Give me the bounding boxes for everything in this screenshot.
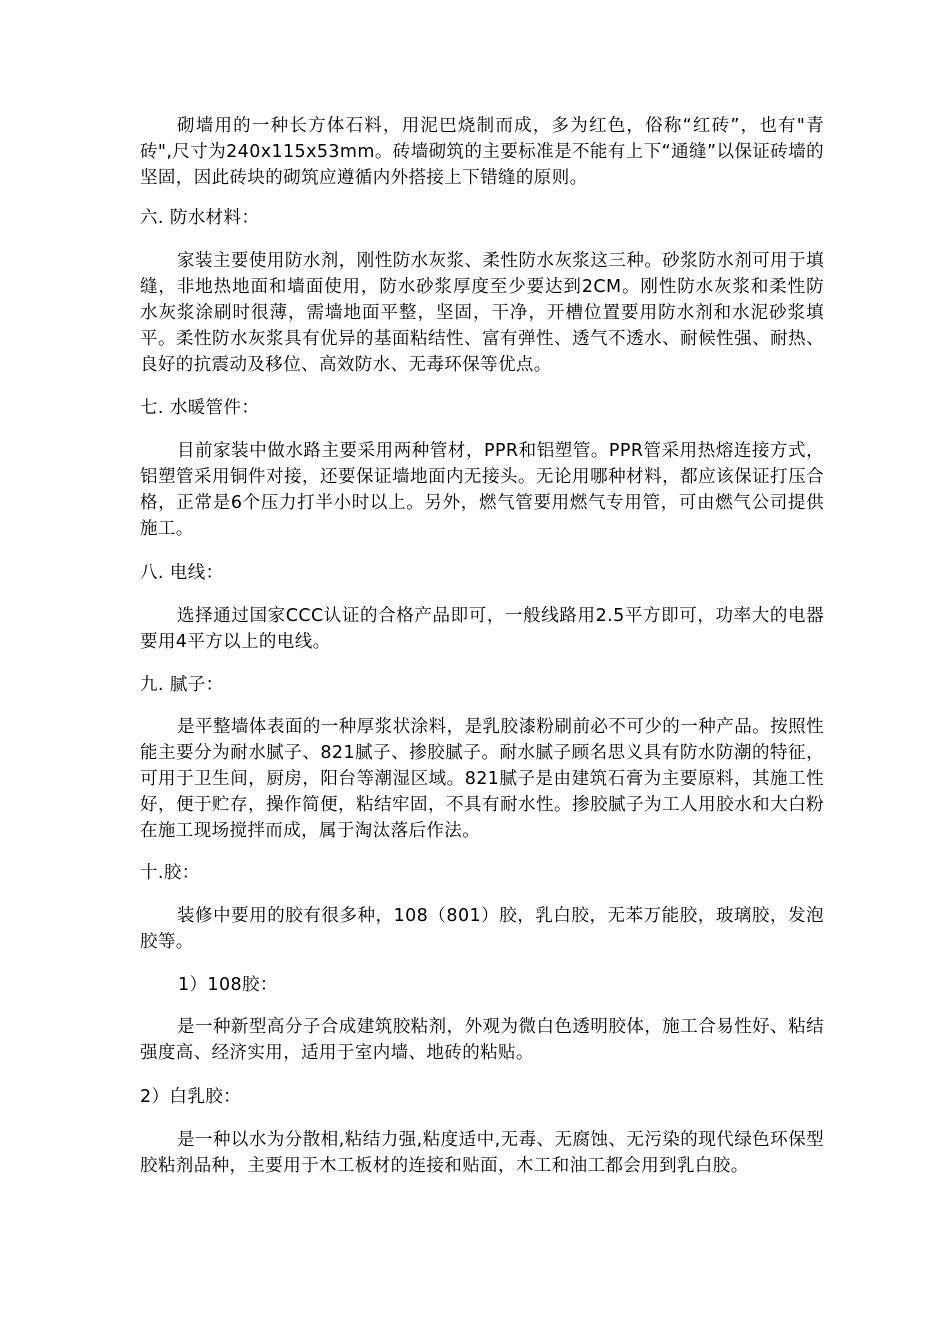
heading-108-glue: 1）108胶： xyxy=(178,975,278,995)
heading-wire: 八. 电线： xyxy=(140,563,224,583)
paragraph-waterproof: 家装主要使用防水剂，刚性防水灰浆、柔性防水灰浆这三种。砂浆防水剂可用于填缝，非地热地面和墙面使用，防水砂浆厚度至少要达到2CM。刚性防水灰浆和柔性防水灰浆涂刷时很薄，需墙地面平整，坚固，干净，开槽位置要用防水剂和水泥砂浆填平。柔性防水灰浆具有优异的基面粘结性、富有弹性、透气不透水、耐候性强、耐热、良好的抗震动及移位、高效防水、无毒环保等优点。 xyxy=(140,251,824,375)
heading-plumbing: 七. 水暖管件： xyxy=(140,398,260,418)
paragraph-putty: 是平整墙体表面的一种厚浆状涂料，是乳胶漆粉刷前必不可少的一种产品。按照性能主要分为耐水腻子、821腻子、掺胶腻子。耐水腻子顾名思义具有防水防潮的特征，可用于卫生间，厨房，阳台等潮湿区域。821腻子是由建筑石膏为主要原料，其施工性好，便于贮存，操作简便，粘结牢固，不具有耐水性。掺胶腻子为工人用胶水和大白粉在施工现场搅拌而成，属于淘汰落后作法。 xyxy=(140,717,824,841)
heading-white-latex: 2）白乳胶： xyxy=(140,1087,242,1107)
heading-glue: 十.胶： xyxy=(140,863,200,883)
heading-waterproof: 六. 防水材料： xyxy=(140,208,260,228)
heading-putty: 九. 腻子： xyxy=(140,675,224,695)
paragraph-glue: 装修中要用的胶有很多种，108（801）胶，乳白胶，无苯万能胶，玻璃胶，发泡胶等。 xyxy=(140,906,824,952)
paragraph-108-glue: 是一种新型高分子合成建筑胶粘剂，外观为微白色透明胶体，施工合易性好、粘结强度高、经济实用，适用于室内墙、地砖的粘贴。 xyxy=(140,1017,824,1063)
paragraph-wire: 选择通过国家CCC认证的合格产品即可，一般线路用2.5平方即可，功率大的电器要用4平方以上的电线。 xyxy=(140,606,824,652)
paragraph-white-latex: 是一种以水为分散相,粘结力强,粘度适中,无毒、无腐蚀、无污染的现代绿色环保型胶粘剂品种，主要用于木工板材的连接和贴面，木工和油工都会用到乳白胶。 xyxy=(140,1130,824,1176)
paragraph-brick: 砌墙用的一种长方体石料，用泥巴烧制而成，多为红色，俗称“红砖”，也有"青砖",尺寸为240x115x53mm。砖墙砌筑的主要标准是不能有上下“通缝”以保证砖墙的坚固，因此砖块的砌筑应遵循内外搭接上下错缝的原则。 xyxy=(140,116,824,188)
paragraph-plumbing: 目前家装中做水路主要采用两种管材，PPR和铝塑管。PPR管采用热熔连接方式，铝塑管采用铜件对接，还要保证墙地面内无接头。无论用哪种材料，都应该保证打压合格，正常是6个压力打半小时以上。另外，燃气管要用燃气专用管，可由燃气公司提供施工。 xyxy=(140,441,824,539)
